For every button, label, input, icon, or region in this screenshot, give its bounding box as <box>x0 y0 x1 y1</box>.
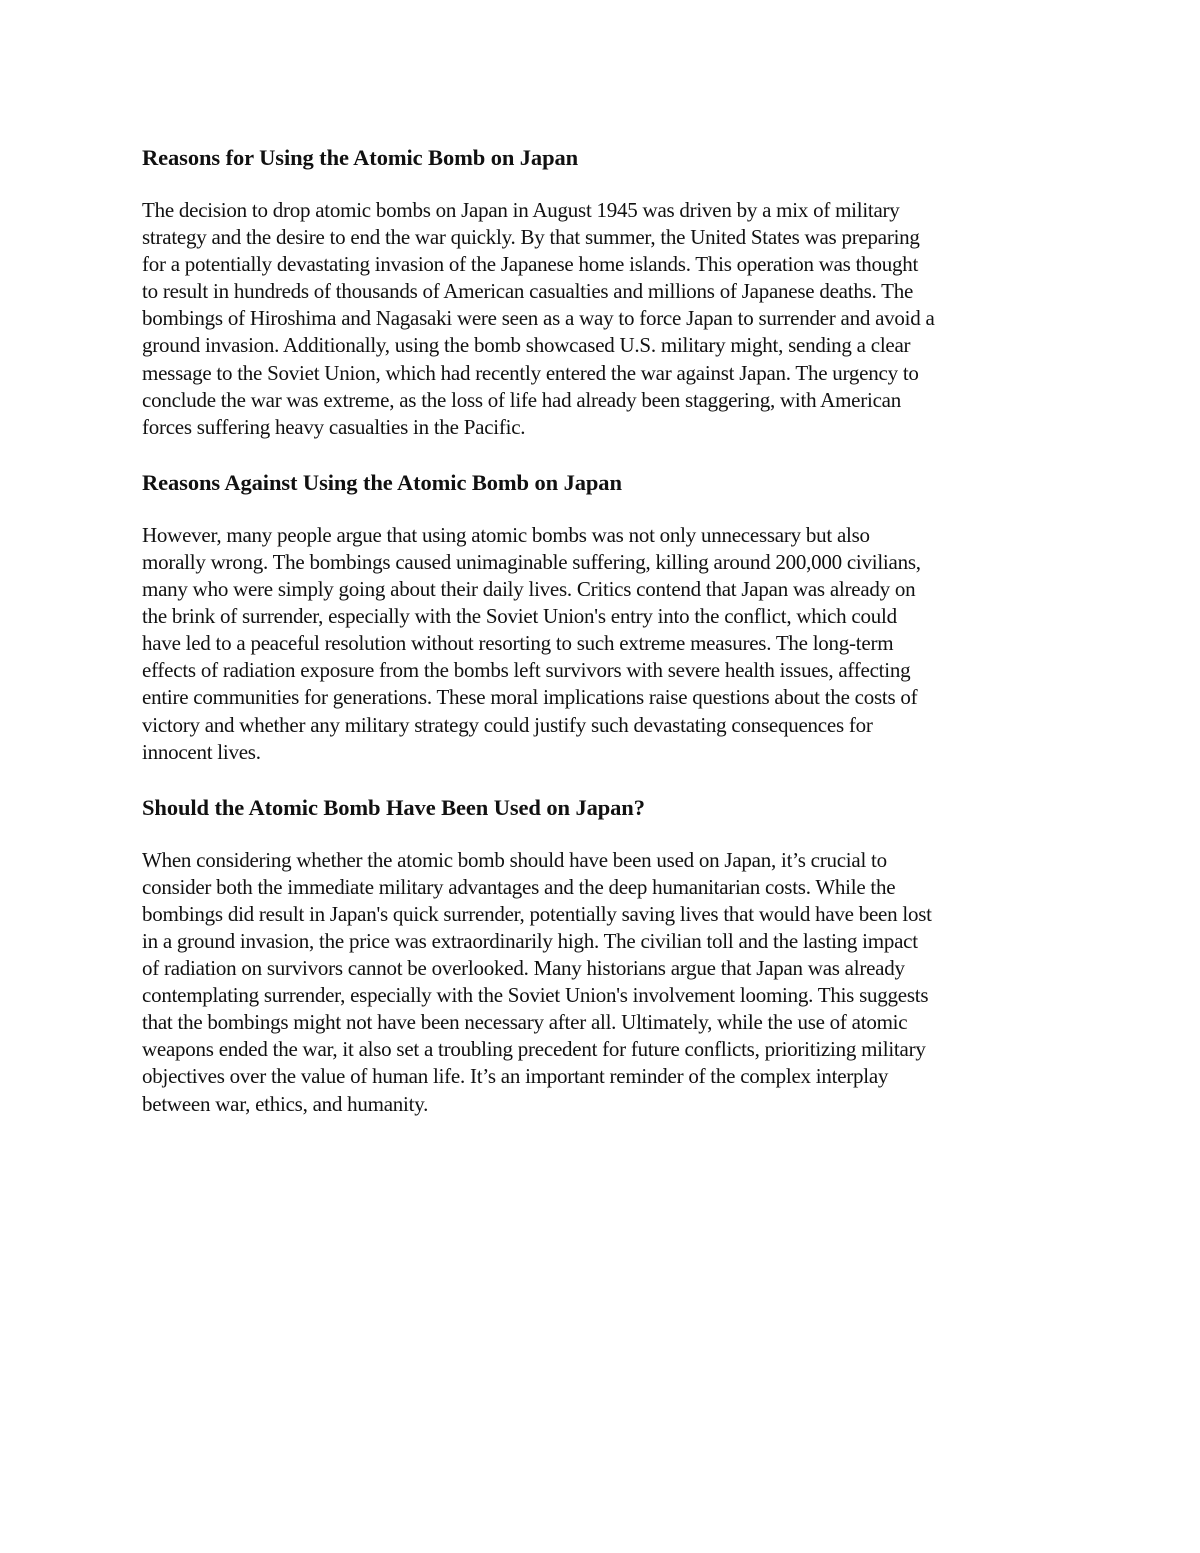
paragraph-line: the brink of surrender, especially with the Soviet Union's entry into the conflict, which could <box>142 604 897 629</box>
paragraph-line: bombings did result in Japan's quick surrender, potentially saving lives that would have been lost <box>142 901 932 926</box>
paragraph-line: between war, ethics, and humanity. <box>142 1091 429 1116</box>
paragraph-line: When considering whether the atomic bomb should have been used on Japan, it’s crucial to <box>142 847 887 872</box>
paragraph-line: entire communities for generations. These moral implications raise questions about the costs of <box>142 685 918 710</box>
paragraph-line: effects of radiation exposure from the bombs left survivors with severe health issues, affecting <box>142 658 911 683</box>
paragraph-line: for a potentially devastating invasion of the Japanese home islands. This operation was thought <box>142 252 919 277</box>
paragraph-line: to result in hundreds of thousands of American casualties and millions of Japanese deaths. The <box>142 279 914 304</box>
section-reasons-against <box>142 468 1067 766</box>
paragraph-line: ground invasion. Additionally, using the bomb showcased U.S. military might, sending a clear <box>142 333 911 358</box>
section-paragraph <box>142 197 1067 441</box>
document-body <box>142 143 1067 1118</box>
paragraph-line: forces suffering heavy casualties in the Pacific. <box>142 414 526 439</box>
paragraph-line: many who were simply going about their daily lives. Critics contend that Japan was already on <box>142 577 916 602</box>
paragraph-line: have led to a peaceful resolution without resorting to such extreme measures. The long-term <box>142 631 894 656</box>
paragraph-line: strategy and the desire to end the war quickly. By that summer, the United States was preparing <box>142 225 920 250</box>
section-paragraph <box>142 522 1067 766</box>
section-heading: Reasons Against Using the Atomic Bomb on Japan <box>142 469 622 495</box>
paragraph-line: weapons ended the war, it also set a troubling precedent for future conflicts, prioritizing military <box>142 1037 926 1062</box>
section-paragraph <box>142 847 1067 1118</box>
paragraph-line: contemplating surrender, especially with the Soviet Union's involvement looming. This suggests <box>142 983 929 1008</box>
paragraph-line: message to the Soviet Union, which had recently entered the war against Japan. The urgency to <box>142 360 919 385</box>
paragraph-line: However, many people argue that using atomic bombs was not only unnecessary but also <box>142 522 870 547</box>
paragraph-line: conclude the war was extreme, as the loss of life had already been staggering, with American <box>142 387 901 412</box>
paragraph-line: that the bombings might not have been necessary after all. Ultimately, while the use of atomic <box>142 1010 908 1035</box>
section-conclusion <box>142 793 1067 1118</box>
paragraph-line: consider both the immediate military advantages and the deep humanitarian costs. While the <box>142 874 896 899</box>
paragraph-line: in a ground invasion, the price was extraordinarily high. The civilian toll and the lasting impact <box>142 928 918 953</box>
section-heading: Should the Atomic Bomb Have Been Used on Japan? <box>142 794 645 820</box>
section-heading: Reasons for Using the Atomic Bomb on Japan <box>142 145 579 170</box>
paragraph-line: morally wrong. The bombings caused unimaginable suffering, killing around 200,000 civilians, <box>142 549 921 574</box>
paragraph-line: objectives over the value of human life. It’s an important reminder of the complex interplay <box>142 1064 889 1089</box>
paragraph-line: The decision to drop atomic bombs on Japan in August 1945 was driven by a mix of military <box>142 198 900 222</box>
paragraph-line: victory and whether any military strategy could justify such devastating consequences for <box>142 712 873 737</box>
paragraph-line: of radiation on survivors cannot be overlooked. Many historians argue that Japan was already <box>142 956 905 981</box>
paragraph-line: bombings of Hiroshima and Nagasaki were seen as a way to force Japan to surrender and avoid a <box>142 306 935 331</box>
paragraph-line: innocent lives. <box>142 739 261 764</box>
section-reasons-for <box>142 143 1067 441</box>
